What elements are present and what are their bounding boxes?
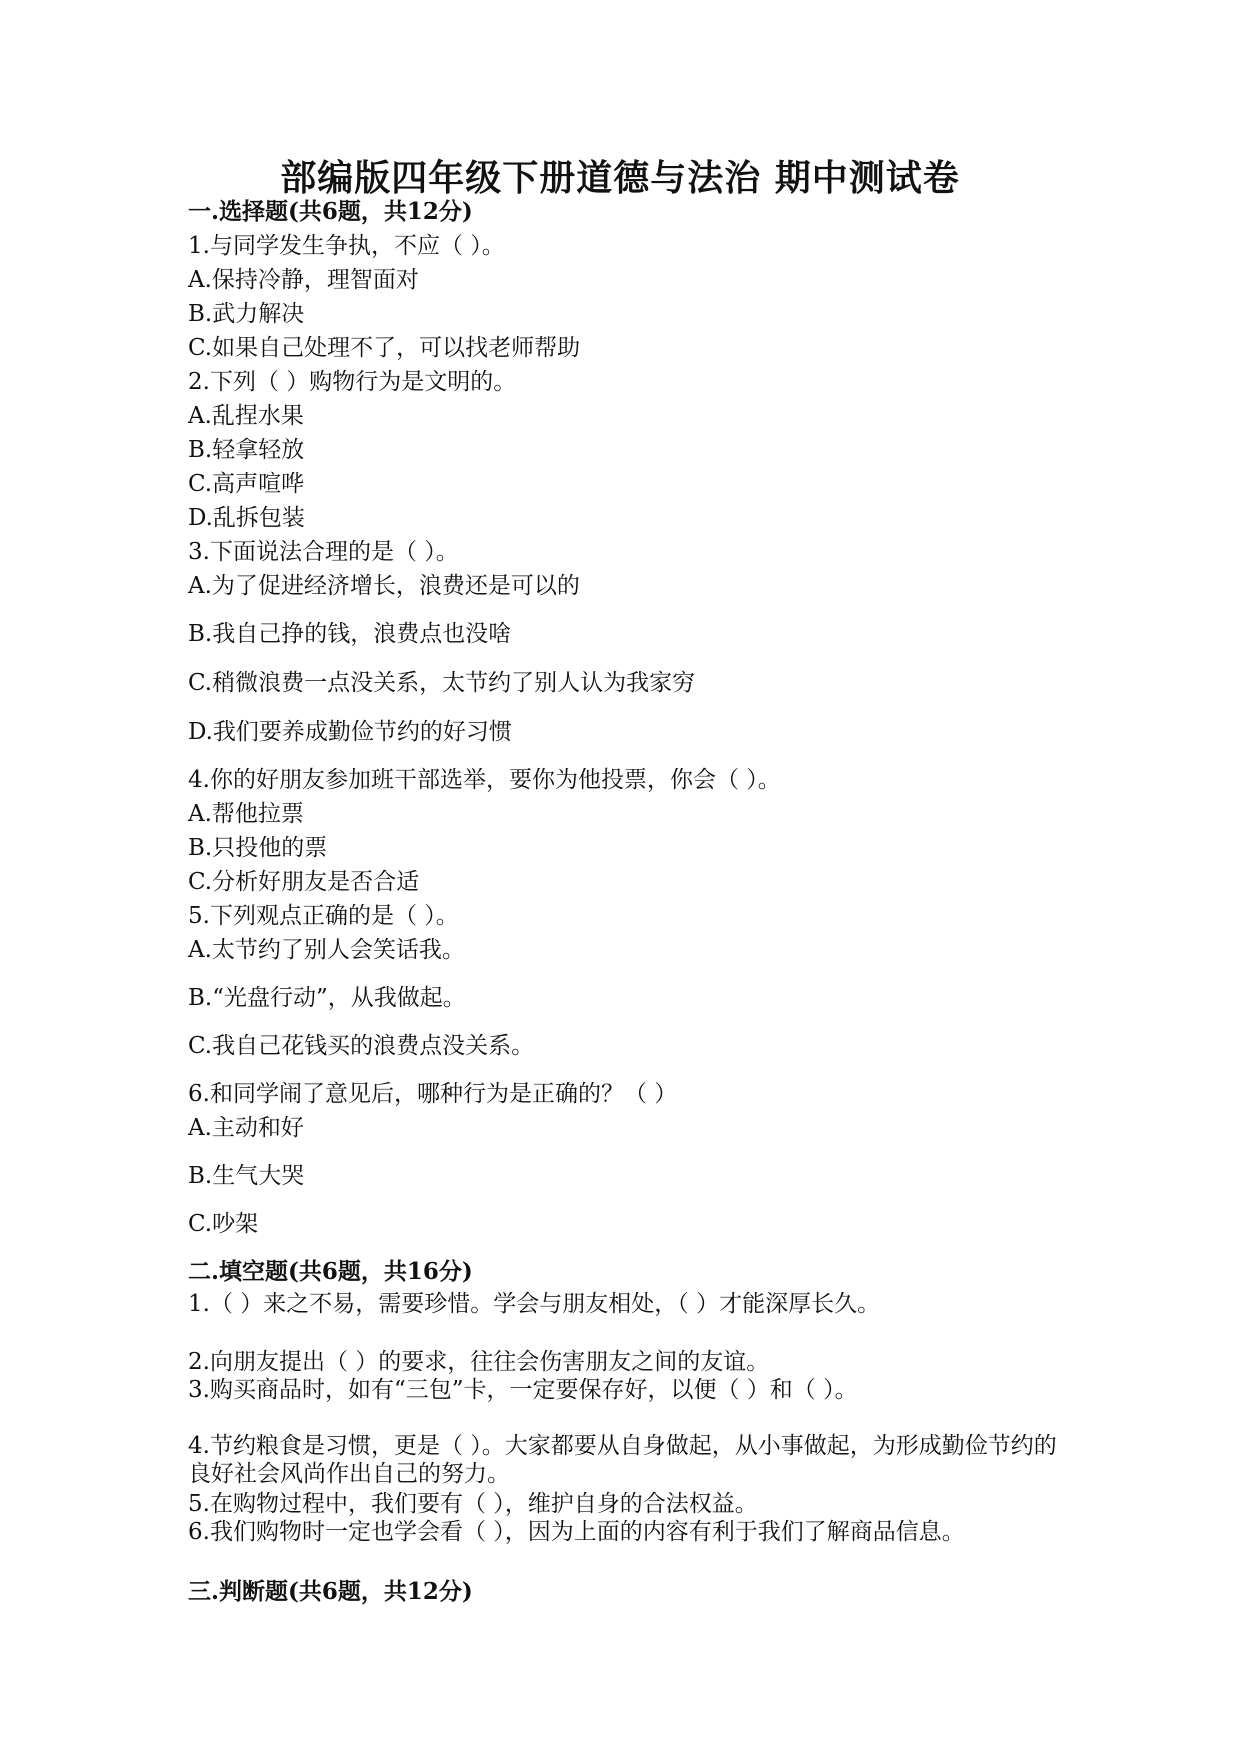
fill-question-1: 1.（ ）来之不易，需要珍惜。学会与朋友相处，（ ）才能深厚长久。: [188, 1291, 881, 1317]
question-6-stem: 6.和同学闹了意见后，哪种行为是正确的？（ ）: [188, 1081, 678, 1107]
question-2-option-d: D.乱拆包装: [188, 505, 305, 531]
fill-question-4: 4.节约粮食是习惯，更是（ ）。大家都要从自身做起，从小事做起，为形成勤俭节约的良好社会风尚作出自己的努力。: [188, 1433, 1057, 1487]
question-3-stem: 3.下面说法合理的是（ ）。: [188, 539, 459, 565]
section-heading-judge: 三.判断题(共6题，共12分): [188, 1578, 473, 1605]
fill-question-2: 2.向朋友提出（ ）的要求，往往会伤害朋友之间的友谊。: [188, 1349, 770, 1375]
question-2-option-b: B.轻拿轻放: [188, 437, 305, 463]
question-6-option-c: C.吵架: [188, 1211, 259, 1237]
question-6-option-a: A.主动和好: [188, 1115, 304, 1141]
question-4-option-c: C.分析好朋友是否合适: [188, 869, 420, 895]
question-2-stem: 2.下列（ ）购物行为是文明的。: [188, 369, 517, 395]
question-5-option-a: A.太节约了别人会笑话我。: [188, 937, 465, 963]
question-1-stem: 1.与同学发生争执，不应（ ）。: [188, 233, 505, 259]
question-5-option-b: B.“光盘行动”，从我做起。: [188, 985, 466, 1011]
question-4-stem: 4.你的好朋友参加班干部选举，要你为他投票，你会（ ）。: [188, 767, 781, 793]
question-1-option-a: A.保持冷静，理智面对: [188, 267, 419, 293]
question-5-option-c: C.我自己花钱买的浪费点没关系。: [188, 1033, 535, 1059]
question-3-option-d: D.我们要养成勤俭节约的好习惯: [188, 719, 512, 745]
question-1-option-b: B.武力解决: [188, 301, 305, 327]
page-title: 部编版四年级下册道德与法治 期中测试卷: [280, 157, 960, 199]
question-6-option-b: B.生气大哭: [188, 1163, 305, 1189]
fill-question-5: 5.在购物过程中，我们要有（ ），维护自身的合法权益。: [188, 1491, 758, 1517]
question-3-option-a: A.为了促进经济增长，浪费还是可以的: [188, 573, 580, 599]
fill-question-6: 6.我们购物时一定也学会看（ ），因为上面的内容有利于我们了解商品信息。: [188, 1519, 965, 1545]
section-heading-choice: 一.选择题(共6题，共12分): [188, 198, 473, 225]
section-heading-fill: 二.填空题(共6题，共16分): [188, 1258, 473, 1285]
question-3-option-c: C.稍微浪费一点没关系，太节约了别人认为我家穷: [188, 670, 696, 696]
question-4-option-b: B.只投他的票: [188, 835, 328, 861]
question-4-option-a: A.帮他拉票: [188, 801, 304, 827]
question-5-stem: 5.下列观点正确的是（ ）。: [188, 903, 459, 929]
question-2-option-a: A.乱捏水果: [188, 403, 304, 429]
question-2-option-c: C.高声喧哗: [188, 471, 305, 497]
question-3-option-b: B.我自己挣的钱，浪费点也没啥: [188, 621, 512, 647]
question-1-option-c: C.如果自己处理不了，可以找老师帮助: [188, 335, 581, 361]
fill-question-3: 3.购买商品时，如有“三包”卡，一定要保存好，以便（ ）和（ ）。: [188, 1377, 858, 1403]
